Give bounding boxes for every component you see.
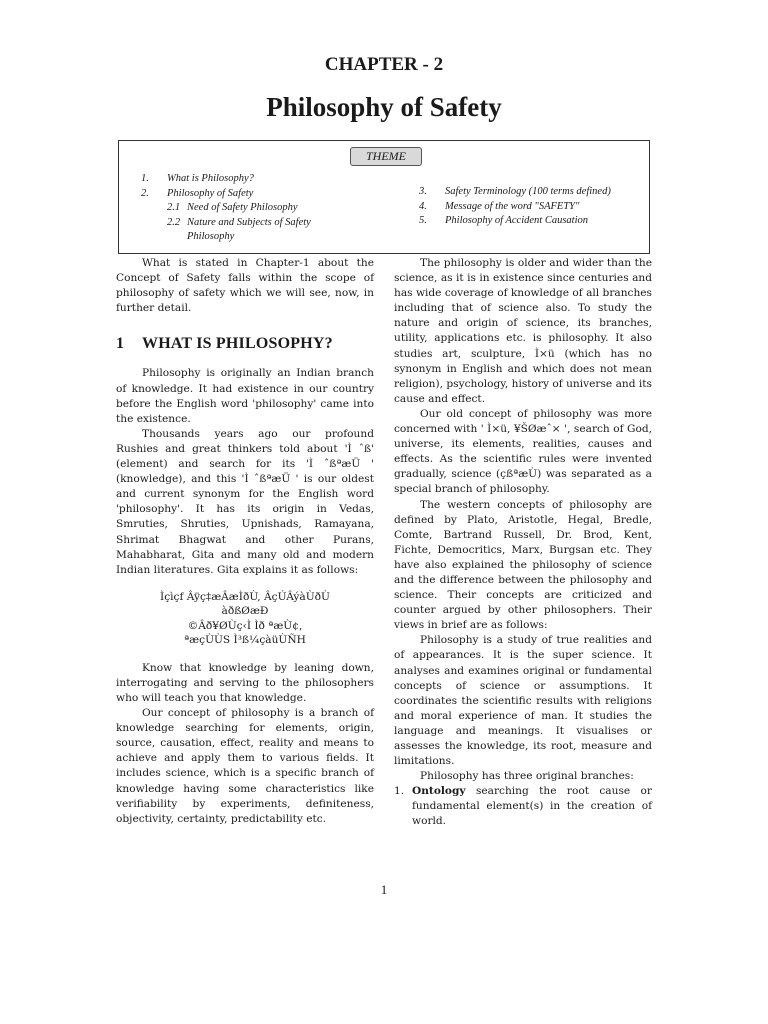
branch-list-item xyxy=(394,784,652,829)
body-paragraph: Know that knowledge by leaning down, interrogating and serving to the philosophers who will teach you that knowledge. xyxy=(116,661,374,704)
body-paragraph: Our concept of philosophy is a branch of knowledge searching for elements, origin, source, causation, effect, reality and means to achieve and apply them to various fields. It includes science, which is a specific branch of knowledge having some characteristics like verifiability by experiments, definiteness, objectivity, certainty, predictability etc. xyxy=(116,707,374,825)
theme-item-text: What is Philosophy? xyxy=(167,173,254,184)
right-column xyxy=(394,256,652,830)
theme-item-number: 2. xyxy=(141,187,149,199)
theme-subitem-number: 2.1 xyxy=(167,202,181,213)
theme-badge: THEME xyxy=(350,147,422,166)
verse-line: ©Âð¥ØÙç‹Ì Ìð ªæÙ¢, xyxy=(187,619,303,632)
intro-paragraph: What is stated in Chapter-1 about the Concept of Safety falls within the scope of philosophy of safety which we will see, now, in further detail. xyxy=(116,257,374,315)
verse-line: Ìçìçf Âÿç‡æÂæÌðÙ, ÂçÚÂýàÙðÙ xyxy=(160,590,330,603)
theme-item xyxy=(141,187,381,202)
body-paragraph: Philosophy is a study of true realities and of appearances. It is the super science. It analyses and examines original or fundamental concepts of science or assumptions. It coordinates the scientific results with religions and moral experience of man. It studies the language and meanings. It visualises or assesses the knowledge, its root, measure and limitations. xyxy=(394,634,652,768)
theme-item-text: Message of the word "SAFETY" xyxy=(445,200,580,212)
branch-term: Ontology xyxy=(412,785,466,798)
theme-subitem-text: Need of Safety Philosophy xyxy=(187,202,298,213)
branch-content xyxy=(412,784,652,829)
theme-list-right xyxy=(419,185,649,229)
chapter-label: CHAPTER - 2 xyxy=(324,54,444,75)
body-paragraph: Philosophy has three original branches: xyxy=(420,770,634,783)
section-title: WHAT IS PHILOSOPHY? xyxy=(142,335,333,353)
theme-item xyxy=(419,185,649,200)
theme-item-text: Philosophy of Safety xyxy=(167,187,254,199)
theme-subitem-number: 2.2 xyxy=(167,216,181,228)
branch-text: searching the root cause or fundamental element(s) in the creation of world. xyxy=(412,785,652,828)
theme-item xyxy=(419,200,649,215)
theme-item-number: 3. xyxy=(419,186,427,197)
section-number: 1 xyxy=(116,335,125,353)
theme-item-number: 1. xyxy=(141,173,149,184)
theme-item xyxy=(141,172,381,187)
body-paragraph: Thousands years ago our profound Rushies and great thinkers told about 'Ì ˆß' (element) and search for its 'Ì ˆßªæÜ ' (knowledge), and this 'Ì ˆßªæÜ ' is our oldest and current synonym for the English word 'philosophy'. It has its origin in Vedas, Smruties, Shruties, Upnishads, Ramayana, Shrimat Bhagwat and other Purans, Mahabharat, Gita and many old and modern Indian literatures. Gita explains it as follows: xyxy=(116,427,374,576)
body-paragraph: The western concepts of philosophy are defined by Plato, Aristotle, Hegal, Bredle, Comte, Bartrand Russell, Dr. Brod, Kent, Fichte, Democritics, Marx, Burgsan etc. They have also explained the philosophy of science and the difference between the philosophy and science. Their concepts are criticized and counter argued by other philosophers. Their views in brief are as follows: xyxy=(394,498,652,632)
theme-item-text: Philosophy of Accident Causation xyxy=(445,215,589,226)
chapter-title: Philosophy of Safety xyxy=(266,92,502,122)
theme-item-number: 4. xyxy=(419,200,427,212)
theme-subitem xyxy=(141,201,381,216)
body-paragraph: The philosophy is older and wider than the science, as it is in existence since centuries and has wide coverage of knowledge of all branches including that of science also. To study the nature and origin of science, its branches, utility, applications etc. is philosophy. It also studies art, sculpture, Ì×ü (which has no synonym in English and which does not mean religion), psychology, history of universe and its cause and effect. xyxy=(394,257,652,405)
verse-line: àðßØæÐ xyxy=(221,605,269,618)
verse-block xyxy=(116,590,374,648)
theme-subitem-text: Nature and Subjects of Safety Philosophy xyxy=(187,216,311,242)
theme-item-text: Safety Terminology (100 terms defined) xyxy=(445,186,611,197)
page-number: 1 xyxy=(380,882,388,897)
theme-item-number: 5. xyxy=(419,215,427,226)
body-paragraph: Philosophy is originally an Indian branch of knowledge. It had existence in our country before the English word 'philosophy' came into the existence. xyxy=(116,367,374,425)
theme-list-left xyxy=(141,172,381,245)
body-paragraph: Our old concept of philosophy was more concerned with ' Ì×ü, ¥ŠØæˆ× ', search of God, universe, its elements, realities, causes and effects. As the scientific rules were invented gradually, science (çßªæÙ) was separated as a special branch of philosophy. xyxy=(394,407,652,496)
theme-item xyxy=(419,214,649,229)
branch-number: 1. xyxy=(394,785,405,798)
theme-subitem xyxy=(141,216,381,245)
theme-box xyxy=(118,140,650,254)
verse-line: ªæçÙÙS Ì³ß¼çàüÙÑH xyxy=(184,634,306,647)
section-heading xyxy=(116,336,374,351)
left-column xyxy=(116,256,374,827)
